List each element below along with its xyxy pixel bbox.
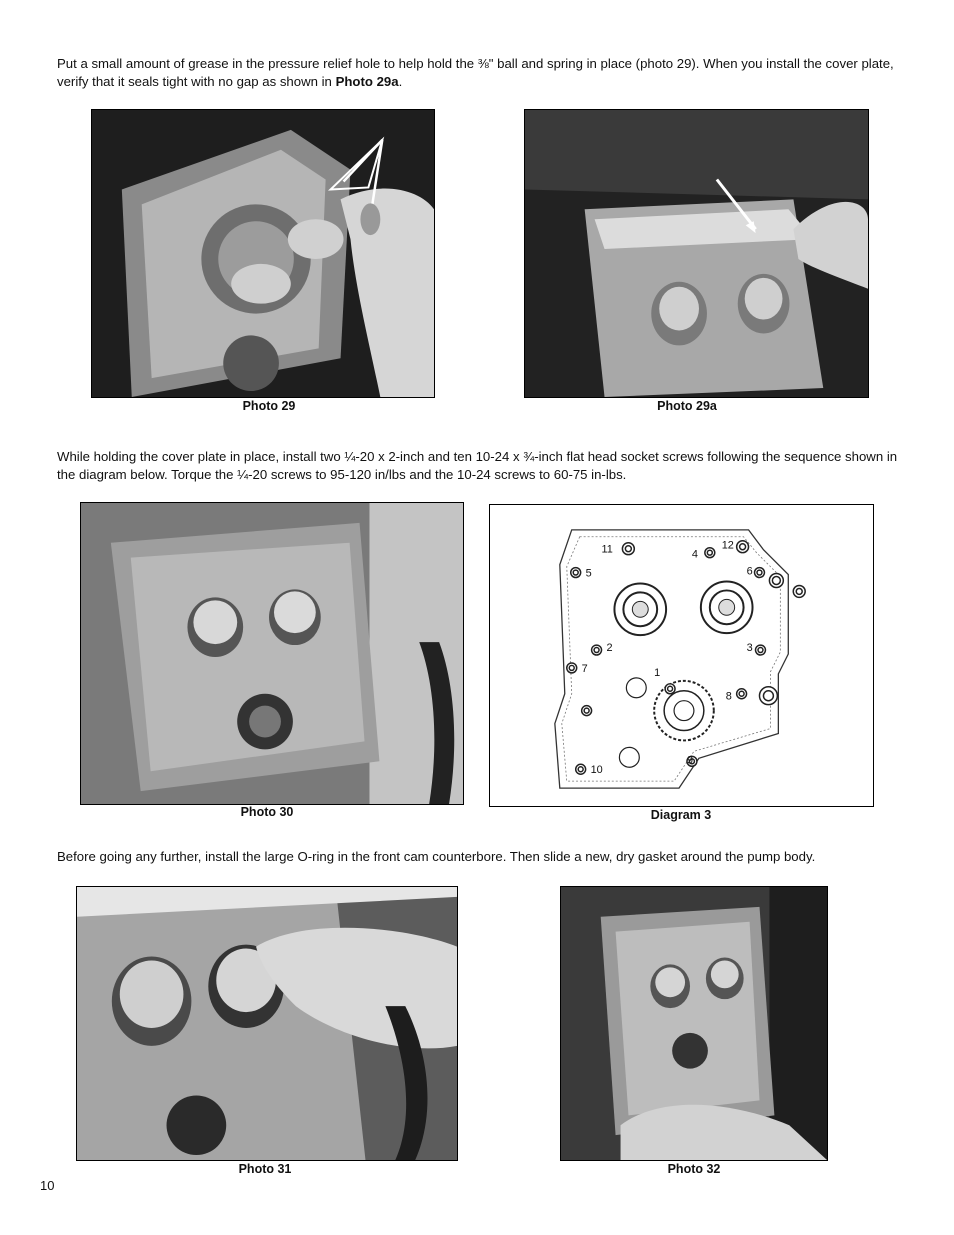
diagram-label-8: 8: [725, 690, 732, 703]
paragraph-text: Put a small amount of grease in the pressure relief hole to help hold the ⅜" ball and spring in place (photo 29). When you install the cover plate, verify that it seals tight with no gap as shown in: [57, 56, 894, 89]
paragraph-end: .: [398, 74, 403, 89]
photo-reference: Photo 29a: [335, 74, 399, 89]
photo-31-image: [77, 887, 457, 1160]
photo-29-image: [92, 110, 434, 397]
diagram-3-drawing: [490, 505, 873, 806]
diagram-label-10: 10: [590, 764, 603, 777]
paragraph-grease-instructions: [57, 55, 905, 91]
caption-diagram-3: Diagram 3: [650, 808, 712, 822]
diagram-label-6: 6: [746, 565, 753, 578]
caption-photo-29: Photo 29: [242, 399, 296, 413]
diagram-label-12: 12: [721, 539, 734, 552]
diagram-label-9: 9: [686, 754, 694, 767]
photo-32: [560, 886, 828, 1161]
photo-32-image: [561, 887, 827, 1160]
diagram-3: [489, 504, 874, 807]
diagram-label-4: 4: [691, 548, 699, 561]
diagram-label-7: 7: [581, 662, 588, 675]
caption-photo-30: Photo 30: [240, 805, 294, 819]
photo-30-image: [81, 503, 463, 804]
caption-photo-29a: Photo 29a: [657, 399, 717, 413]
page-number: 10: [40, 1178, 55, 1193]
photo-29a-image: [525, 110, 868, 397]
diagram-label-1: 1: [654, 666, 661, 679]
photo-29a: [524, 109, 869, 398]
diagram-label-2: 2: [606, 642, 613, 655]
paragraph-screw-install: While holding the cover plate in place, install two ¼-20 x 2-inch and ten 10-24 x ¾-inch flat head socket screws following the sequence shown in the diagram below. Torque the ¼-20 screws to 95-120 in/lbs and the 10-24 screws to 60-75 in-lbs.: [57, 449, 898, 482]
caption-photo-32: Photo 32: [667, 1162, 721, 1176]
diagram-label-5: 5: [585, 567, 592, 580]
diagram-label-3: 3: [746, 642, 753, 655]
caption-photo-31: Photo 31: [238, 1162, 292, 1176]
photo-29: [91, 109, 435, 398]
photo-30: [80, 502, 464, 805]
photo-31: [76, 886, 458, 1161]
paragraph-oring-gasket: Before going any further, install the large O-ring in the front cam counterbore. Then slide a new, dry gasket around the pump body.: [57, 849, 816, 864]
diagram-label-11: 11: [601, 543, 613, 556]
